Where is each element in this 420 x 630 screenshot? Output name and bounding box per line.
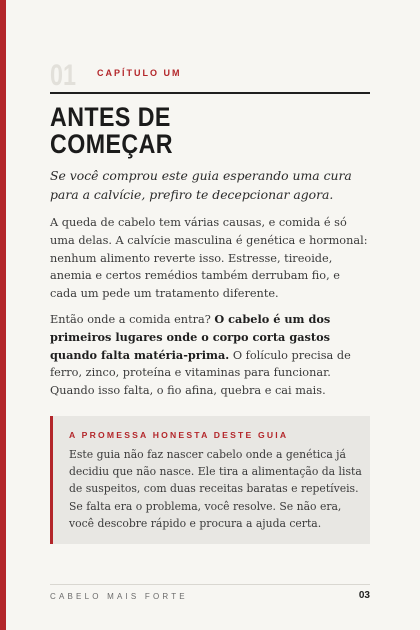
- chapter-label: CAPÍTULO UM: [97, 68, 182, 78]
- chapter-number: 01: [50, 59, 77, 92]
- callout-label: A PROMESSA HONESTA DESTE GUIA: [69, 430, 289, 440]
- footer-book-title: CABELO MAIS FORTE: [50, 592, 188, 601]
- chapter-title-line-2: COMEÇAR: [50, 129, 173, 159]
- page-number: 03: [358, 590, 370, 601]
- chapter-title: [50, 104, 325, 158]
- header-divider: [50, 92, 370, 94]
- honest-promise-callout: [50, 416, 370, 544]
- paragraph-2-lead: Então onde a comida entra?: [50, 313, 215, 326]
- footer-divider: [50, 584, 370, 585]
- chapter-title-line-1: ANTES DE: [50, 102, 171, 132]
- paragraph-2-rest: O folículo precisa de ferro, zinco, proteína e vitaminas para funcionar. Quando isso falta, o fio afina, quebra e cai mais.: [50, 348, 351, 398]
- callout-text: Este guia não faz nascer cabelo onde a genética já decidiu que não nasce. Ele tira a alimentação da lista de suspeitos, com duas receitas baratas e repetíveis. Se falta era o problema, você resolve. Se não era, você descobre rápido e procura a ajuda certa.: [69, 448, 362, 530]
- body-paragraph-1: A queda de cabelo tem várias causas, e comida é só uma delas. A calvície masculina é genética e hormonal: nenhum alimento reverte isso. Estresse, tireoide, anemia e certos remédios também derrubam fio, e cada um pede um tratamento diferente.: [50, 216, 368, 301]
- paragraph-2-emphasis: O cabelo é um dos primeiros lugares onde o corpo corta gastos quando falta matéria-prima.: [50, 312, 331, 362]
- body-paragraph-2: [50, 311, 368, 400]
- accent-bar: [0, 0, 6, 630]
- chapter-subtitle: Se você comprou este guia esperando uma cura para a calvície, prefiro te decepcionar agora.: [50, 168, 352, 202]
- chapter-header: [50, 60, 370, 92]
